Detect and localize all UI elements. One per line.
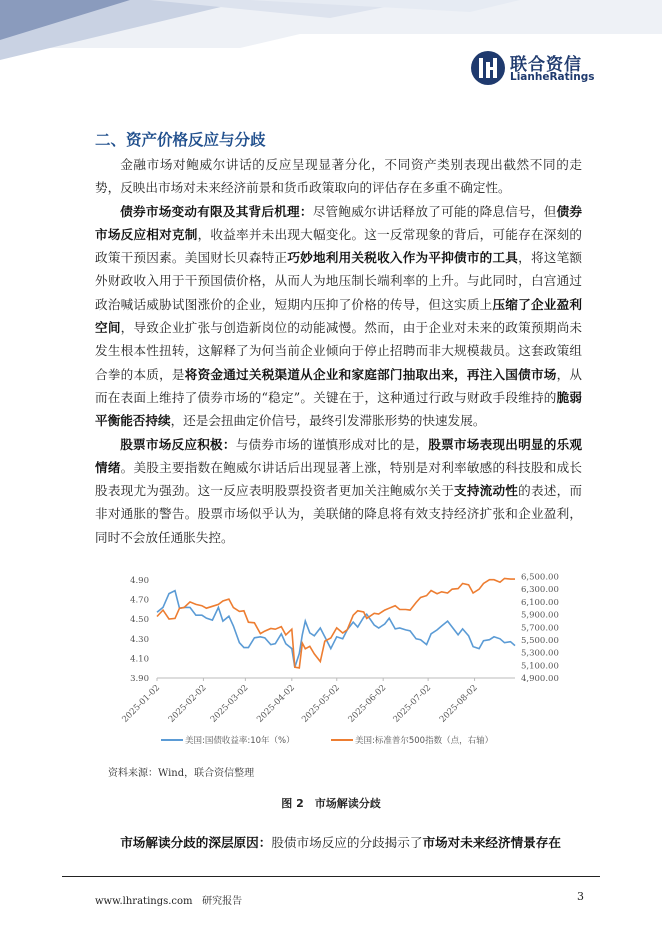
right-axis-tick-label: 5,100.00 xyxy=(521,661,559,672)
x-axis-tick-label: 2025-08-02 xyxy=(437,683,480,725)
x-axis-ticks xyxy=(120,678,479,725)
figure-caption: 图 2 市场解读分歧 xyxy=(281,797,381,810)
right-axis-tick-label: 5,900.00 xyxy=(521,610,559,621)
x-axis-tick-label: 2025-07-02 xyxy=(391,683,434,725)
lianhe-logo-icon xyxy=(470,50,506,86)
right-axis-tick-label: 6,300.00 xyxy=(521,585,559,596)
x-axis-tick-label: 2025-02-02 xyxy=(166,683,209,725)
left-axis-tick-label: 4.90 xyxy=(130,575,149,586)
footer-url[interactable]: www.lhratings.com xyxy=(95,896,193,907)
right-axis-ticks xyxy=(521,573,559,684)
left-axis-ticks xyxy=(130,576,149,684)
legend-label-treasury-yield: 美国:国债收益率:10年（%） xyxy=(185,736,295,746)
x-axis-tick-label: 2025-01-02 xyxy=(120,683,163,725)
left-axis-tick-label: 3.90 xyxy=(130,674,149,684)
body-text xyxy=(95,153,582,549)
footer-left xyxy=(95,892,242,907)
x-axis-tick-label: 2025-06-02 xyxy=(346,683,389,725)
footer-label: 研究报告 xyxy=(202,896,243,907)
left-axis-tick-label: 4.50 xyxy=(130,615,149,626)
x-axis-tick-label: 2025-05-02 xyxy=(300,683,342,725)
paragraph-1: 金融市场对鲍威尔讲话的反应呈现显著分化，不同资产类别表现出截然不同的走势，反映出市场对未来经济前景和货币政策取向的评估存在多重不确定性。 xyxy=(95,157,582,196)
paragraph-2: 债券市场变动有限及其背后机理：尽管鲍威尔讲话释放了可能的降息信号，但债券市场反应相对克制，收益率并未出现大幅变化。这一反常现象的背后，可能存在深刻的政策干预因素。美国财长贝森特正巧妙地利用关税收入作为平抑债市的工具，将这笔额外财政收入用于干预国债价格，从而人为地压制长端利率的上升。与此同时，白宫通过政治喊话威胁试图涨价的企业，短期内压抑了价格的传导，但这实质上压缩了企业盈利空间，导致企业扩张与创造新岗位的动能减慢。然而，由于企业对未来的政策预期尚未发生根本性扭转，这解释了为何当前企业倾向于停止招聘而非大规模裁员。这套政策组合拳的本质，是将资金通过关税渠道从企业和家庭部门抽取出来，再注入国债市场，从而在表面上维持了债券市场的“稳定”。关键在于，这种通过行政与财政手段维持的脆弱平衡能否持续，还是会扭曲定价信号，最终引发滞胀形势的快速发展。 xyxy=(95,203,583,429)
right-axis-tick-label: 5,700.00 xyxy=(521,623,559,634)
right-axis-tick-label: 5,300.00 xyxy=(521,648,559,659)
legend-label-sp500: 美国:标准普尔500指数（点，右轴） xyxy=(355,736,494,746)
market-divergence-chart xyxy=(95,560,565,755)
right-axis-tick-label: 5,500.00 xyxy=(521,635,559,646)
x-axis-tick-label: 2025-03-02 xyxy=(208,683,251,725)
source-note: 资料来源：Wind，联合资信整理 xyxy=(108,768,255,779)
paragraph-4: 市场解读分歧的深层原因：股债市场反应的分歧揭示了市场对未来经济情景存在 xyxy=(120,835,561,850)
footer-divider xyxy=(62,876,600,877)
left-axis-tick-label: 4.10 xyxy=(130,654,149,665)
right-axis-tick-label: 6,100.00 xyxy=(521,597,559,608)
right-axis-tick-label: 6,500.00 xyxy=(521,572,559,583)
x-axis-tick-label: 2025-04-02 xyxy=(255,683,297,725)
brand-name-cn: 联合资信 xyxy=(510,55,582,75)
section-title: 二、资产价格反应与分歧 xyxy=(95,131,266,149)
brand-name-en: LianheRatings xyxy=(510,71,595,83)
body-text-continued xyxy=(95,831,582,854)
series-line-sp500 xyxy=(157,578,515,668)
paragraph-3: 股票市场反应积极：与债券市场的谨慎形成对比的是，股票市场表现出明显的乐观情绪。美股主要指数在鲍威尔讲话后出现显著上涨，特别是对利率敏感的科技股和成长股表现尤为强劲。这一反应表明股票投资者更加关注鲍威尔关于支持流动性的表述，而非对通胀的警告。股票市场似乎认为，美联储的降息将有效支持经济扩张和企业盈利，同时不会放任通胀失控。 xyxy=(95,436,583,545)
right-axis-tick-label: 4,900.00 xyxy=(521,674,559,684)
left-axis-tick-label: 4.70 xyxy=(130,595,149,606)
left-axis-tick-label: 4.30 xyxy=(130,634,149,645)
chart-legend xyxy=(161,735,493,746)
page-number: 3 xyxy=(577,890,584,903)
